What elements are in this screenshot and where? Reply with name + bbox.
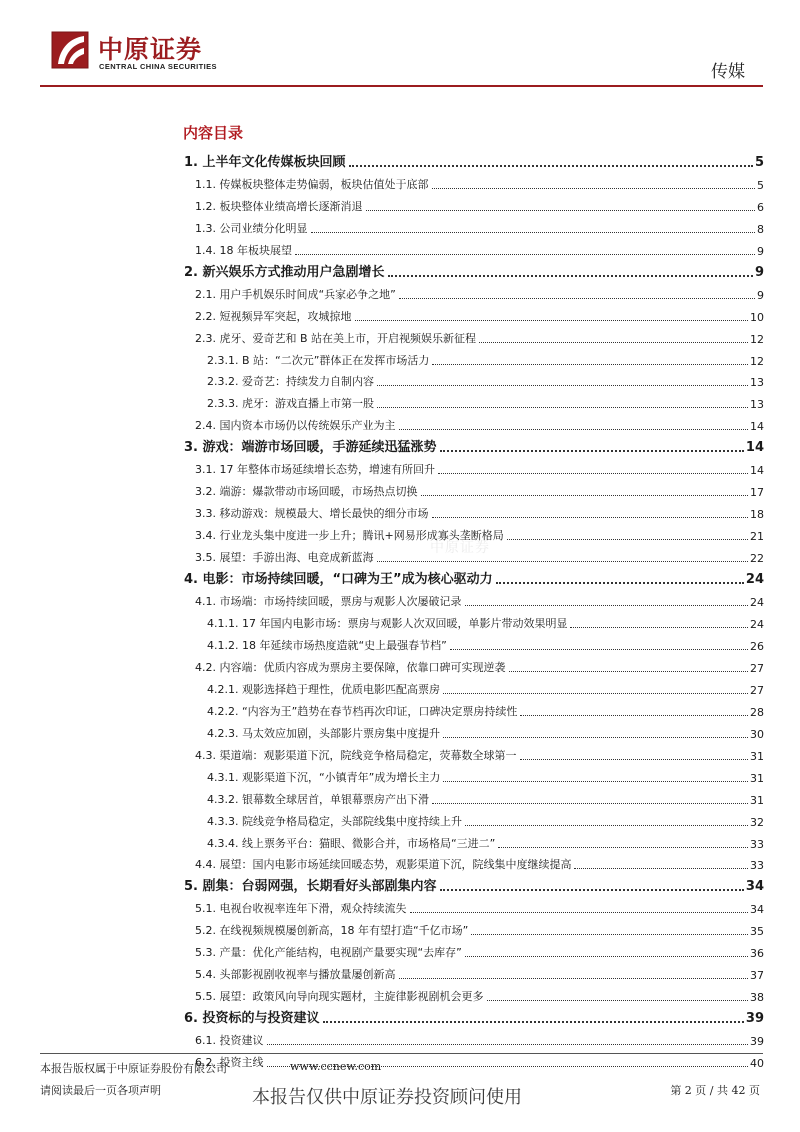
footer-disclaimer: 请阅读最后一页各项声明 — [40, 1084, 161, 1097]
toc-leader-dots — [487, 999, 749, 1001]
toc-leader-dots — [432, 802, 748, 804]
toc-entry-title: 4.4. 展望：国内电影市场延续回暖态势，观影渠道下沉，院线集中度继续提高 — [195, 858, 572, 872]
toc-leader-dots — [440, 888, 744, 891]
toc-entry-title: 3.1. 17 年整体市场延续增长态势，增速有所回升 — [195, 463, 435, 477]
toc-entry[interactable] — [184, 150, 764, 172]
toc-entry-title: 2.4. 国内资本市场仍以传统娱乐产业为主 — [195, 419, 396, 433]
toc-entry-title: 1.2. 板块整体业绩高增长逐渐消退 — [195, 199, 363, 213]
toc-entry-title: 5.4. 头部影视剧收视率与播放量屡创新高 — [195, 968, 396, 982]
toc-entry-page: 36 — [750, 947, 764, 961]
toc-entry[interactable] — [184, 282, 764, 304]
toc-entry-page: 31 — [750, 749, 764, 763]
toc-entry[interactable] — [184, 479, 764, 501]
toc-title: 内容目录 — [183, 124, 244, 142]
logo-chinese-name: 中原证券 — [98, 35, 203, 64]
toc-leader-dots — [443, 780, 748, 782]
logo-mark-icon — [50, 28, 94, 72]
toc-entry-page: 6 — [757, 200, 764, 214]
toc-entry-page: 32 — [750, 815, 764, 829]
toc-entry[interactable] — [184, 853, 764, 875]
toc-entry-title: 6.1. 投资建议 — [195, 1034, 264, 1048]
footer-url: www.ccnew.com — [290, 1060, 382, 1073]
toc-entry-page: 5 — [757, 178, 764, 192]
toc-entry-title: 2.3.1. B 站：“二次元”群体正在发挥市场活力 — [207, 353, 430, 367]
toc-entry-page: 33 — [750, 837, 764, 851]
toc-leader-dots — [440, 449, 744, 452]
toc-leader-dots — [377, 406, 748, 408]
toc-leader-dots — [311, 231, 756, 233]
toc-entry-page: 39 — [745, 1011, 764, 1027]
toc-entry-page: 38 — [750, 991, 764, 1005]
toc-leader-dots — [295, 253, 755, 255]
toc-entry[interactable] — [184, 260, 764, 282]
toc-entry[interactable] — [184, 699, 764, 721]
toc-entry-title: 4.2.1. 观影选择趋于理性，优质电影匹配高票房 — [207, 682, 440, 696]
toc-leader-dots — [432, 187, 756, 189]
toc-entry[interactable] — [184, 172, 764, 194]
toc-entry-title: 4. 电影：市场持续回暖，“口碑为王”成为核心驱动力 — [184, 572, 493, 588]
toc-entry-title: 4.3.2. 银幕数全球居首，单银幕票房产出下滑 — [207, 792, 429, 806]
toc-leader-dots — [520, 714, 748, 716]
toc-entry[interactable] — [184, 611, 764, 633]
toc-entry-title: 2.1. 用户手机娱乐时间成“兵家必争之地” — [195, 287, 396, 301]
section-label: 传媒 — [711, 62, 745, 82]
toc-entry[interactable] — [184, 787, 764, 809]
toc-leader-dots — [496, 581, 744, 584]
toc-entry[interactable] — [184, 238, 764, 260]
toc-entry[interactable] — [184, 984, 764, 1006]
toc-entry-title: 2.3. 虎牙、爱奇艺和 B 站在美上市，开启视频娱乐新征程 — [195, 331, 477, 345]
toc-entry-page: 18 — [750, 508, 764, 522]
toc-entry[interactable] — [184, 348, 764, 370]
toc-leader-dots — [366, 209, 756, 211]
toc-entry-title: 4.3.4. 线上票务平台：猫眼、微影合并，市场格局“三进二” — [207, 836, 496, 850]
toc-entry-title: 4.2.2. “内容为王”趋势在春节档再次印证，口碑决定票房持续性 — [207, 704, 518, 718]
toc-entry-page: 26 — [750, 639, 764, 653]
toc-leader-dots — [410, 911, 749, 913]
toc-entry[interactable] — [184, 589, 764, 611]
toc-leader-dots — [507, 538, 748, 540]
table-of-contents — [184, 150, 764, 1072]
toc-entry-page: 22 — [750, 552, 764, 566]
toc-entry[interactable] — [184, 391, 764, 413]
toc-entry-page: 24 — [745, 572, 764, 588]
toc-entry-page: 40 — [750, 1057, 764, 1071]
toc-leader-dots — [465, 824, 748, 826]
toc-entry[interactable] — [184, 435, 764, 457]
toc-entry-page: 34 — [750, 903, 764, 917]
footer-divider — [40, 1053, 763, 1054]
company-logo — [50, 28, 240, 78]
toc-entry[interactable] — [184, 721, 764, 743]
toc-entry[interactable] — [184, 304, 764, 326]
toc-entry-page: 14 — [750, 464, 764, 478]
toc-leader-dots — [323, 1020, 744, 1023]
toc-entry-page: 24 — [750, 617, 764, 631]
toc-entry-title: 5.2. 在线视频规模屡创新高，18 年有望打造“千亿市场” — [195, 924, 469, 938]
toc-entry-page: 12 — [750, 332, 764, 346]
toc-entry-title: 4.2. 内容端：优质内容成为票房主要保障，依靠口碑可实现逆袭 — [195, 660, 506, 674]
toc-entry-page: 14 — [750, 420, 764, 434]
toc-leader-dots — [377, 560, 749, 562]
toc-entry-title: 2.3.3. 虎牙：游戏直播上市第一股 — [207, 397, 374, 411]
toc-entry[interactable] — [184, 194, 764, 216]
toc-entry-page: 9 — [754, 264, 764, 280]
toc-entry-title: 3.4. 行业龙头集中度进一步上升；腾讯+网易形成寡头垄断格局 — [195, 529, 504, 543]
toc-entry[interactable] — [184, 567, 764, 589]
toc-entry-title: 1.3. 公司业绩分化明显 — [195, 221, 308, 235]
toc-entry[interactable] — [184, 1006, 764, 1028]
footer-notice: 本报告仅供中原证券投资顾问使用 — [252, 1087, 522, 1108]
toc-entry[interactable] — [184, 743, 764, 765]
toc-entry-title: 2.2. 短视频异军突起，攻城掠地 — [195, 309, 352, 323]
toc-entry-title: 5.1. 电视台收视率连年下滑，观众持续流失 — [195, 902, 407, 916]
toc-entry[interactable] — [184, 1028, 764, 1050]
toc-entry-page: 27 — [750, 661, 764, 675]
toc-entry[interactable] — [184, 413, 764, 435]
toc-entry-title: 3.5. 展望：手游出海、电竞成新蓝海 — [195, 551, 374, 565]
toc-entry-title: 2. 新兴娱乐方式推动用户急剧增长 — [184, 264, 385, 280]
toc-entry-title: 1.4. 18 年板块展望 — [195, 243, 292, 257]
toc-entry[interactable] — [184, 501, 764, 523]
watermark: 中原证券 — [430, 540, 490, 556]
toc-entry-page: 31 — [750, 793, 764, 807]
toc-entry-title: 4.3.1. 观影渠道下沉，“小镇青年”成为增长主力 — [207, 770, 441, 784]
toc-entry[interactable] — [184, 896, 764, 918]
toc-entry-page: 13 — [750, 376, 764, 390]
toc-leader-dots — [432, 516, 749, 518]
toc-leader-dots — [443, 736, 748, 738]
toc-entry[interactable] — [184, 765, 764, 787]
toc-entry-page: 27 — [750, 683, 764, 697]
toc-entry-page: 33 — [750, 859, 764, 873]
toc-leader-dots — [399, 977, 749, 979]
toc-entry-title: 5.3. 产量：优化产能结构，电视剧产量要实现“去库存” — [195, 946, 462, 960]
toc-entry-title: 2.3.2. 爱奇艺：持续发力自制内容 — [207, 375, 374, 389]
toc-leader-dots — [450, 648, 748, 650]
toc-entry-page: 10 — [750, 310, 764, 324]
toc-entry-title: 3. 游戏：端游市场回暖，手游延续迅猛涨势 — [184, 440, 437, 456]
toc-entry-page: 8 — [757, 222, 764, 236]
toc-leader-dots — [349, 164, 753, 167]
toc-leader-dots — [432, 363, 748, 365]
toc-entry[interactable] — [184, 962, 764, 984]
toc-leader-dots — [421, 494, 749, 496]
toc-entry-title: 1. 上半年文化传媒板块回顾 — [184, 154, 346, 170]
toc-entry[interactable] — [184, 633, 764, 655]
toc-leader-dots — [388, 274, 753, 277]
toc-entry-title: 4.1. 市场端：市场持续回暖，票房与观影人次屡破记录 — [195, 595, 462, 609]
toc-leader-dots — [570, 626, 748, 628]
toc-entry-title: 4.3. 渠道端：观影渠道下沉，院线竞争格局稳定，荧幕数全球第一 — [195, 748, 517, 762]
toc-leader-dots — [471, 933, 748, 935]
toc-entry[interactable] — [184, 326, 764, 348]
toc-entry-page: 9 — [757, 244, 764, 258]
toc-entry-page: 37 — [750, 969, 764, 983]
toc-leader-dots — [509, 670, 749, 672]
toc-entry-page: 34 — [745, 879, 764, 895]
toc-leader-dots — [465, 604, 749, 606]
toc-entry-page: 21 — [750, 530, 764, 544]
toc-leader-dots — [479, 341, 748, 343]
toc-entry-page: 13 — [750, 398, 764, 412]
toc-entry[interactable] — [184, 874, 764, 896]
toc-entry[interactable] — [184, 809, 764, 831]
toc-leader-dots — [355, 319, 749, 321]
toc-leader-dots — [443, 692, 748, 694]
toc-entry-title: 5. 剧集：台弱网强，长期看好头部剧集内容 — [184, 879, 437, 895]
toc-entry-page: 9 — [757, 288, 764, 302]
toc-entry-page: 14 — [745, 440, 764, 456]
toc-leader-dots — [574, 867, 748, 869]
toc-entry-page: 31 — [750, 771, 764, 785]
toc-entry[interactable] — [184, 655, 764, 677]
toc-leader-dots — [520, 758, 749, 760]
footer-copyright: 本报告版权属于中原证券股份有限公司 — [40, 1062, 227, 1075]
toc-leader-dots — [399, 297, 755, 299]
toc-entry[interactable] — [184, 370, 764, 392]
toc-leader-dots — [465, 955, 748, 957]
toc-leader-dots — [438, 472, 748, 474]
toc-entry-title: 4.3.3. 院线竞争格局稳定，头部院线集中度持续上升 — [207, 814, 462, 828]
toc-entry-page: 30 — [750, 727, 764, 741]
toc-entry-title: 5.5. 展望：政策风向导向现实题材，主旋律影视剧机会更多 — [195, 990, 484, 1004]
toc-entry[interactable] — [184, 457, 764, 479]
toc-leader-dots — [377, 384, 748, 386]
toc-entry-title: 6. 投资标的与投资建议 — [184, 1011, 320, 1027]
toc-entry-title: 1.1. 传媒板块整体走势偏弱，板块估值处于底部 — [195, 177, 429, 191]
toc-entry-page: 35 — [750, 925, 764, 939]
toc-leader-dots — [267, 1043, 749, 1045]
toc-entry-title: 4.1.1. 17 年国内电影市场：票房与观影人次双回暖，单影片带动效果明显 — [207, 616, 568, 630]
toc-leader-dots — [498, 846, 748, 848]
toc-entry-page: 24 — [750, 596, 764, 610]
toc-entry[interactable] — [184, 831, 764, 853]
toc-entry-title: 4.2.3. 马太效应加剧，头部影片票房集中度提升 — [207, 726, 440, 740]
logo-english-name: CENTRAL CHINA SECURITIES — [99, 62, 217, 71]
toc-entry-title: 3.2. 端游：爆款带动市场回暖，市场热点切换 — [195, 485, 418, 499]
page-header — [0, 0, 800, 90]
header-divider — [40, 85, 763, 87]
toc-entry-title: 3.3. 移动游戏：规模最大、增长最快的细分市场 — [195, 507, 429, 521]
toc-leader-dots — [399, 428, 749, 430]
toc-entry[interactable] — [184, 677, 764, 699]
toc-entry-page: 5 — [754, 154, 764, 170]
footer-page-number: 第 2 页 / 共 42 页 — [670, 1084, 760, 1097]
toc-entry-title: 4.1.2. 18 年延续市场热度造就“史上最强春节档” — [207, 638, 447, 652]
toc-entry-page: 12 — [750, 354, 764, 368]
toc-entry[interactable] — [184, 918, 764, 940]
toc-entry-title: 6.2. 投资主线 — [195, 1056, 264, 1070]
toc-entry[interactable] — [184, 940, 764, 962]
toc-entry-page: 28 — [750, 705, 764, 719]
toc-entry[interactable] — [184, 216, 764, 238]
toc-entry-page: 39 — [750, 1035, 764, 1049]
toc-entry-page: 17 — [750, 486, 764, 500]
